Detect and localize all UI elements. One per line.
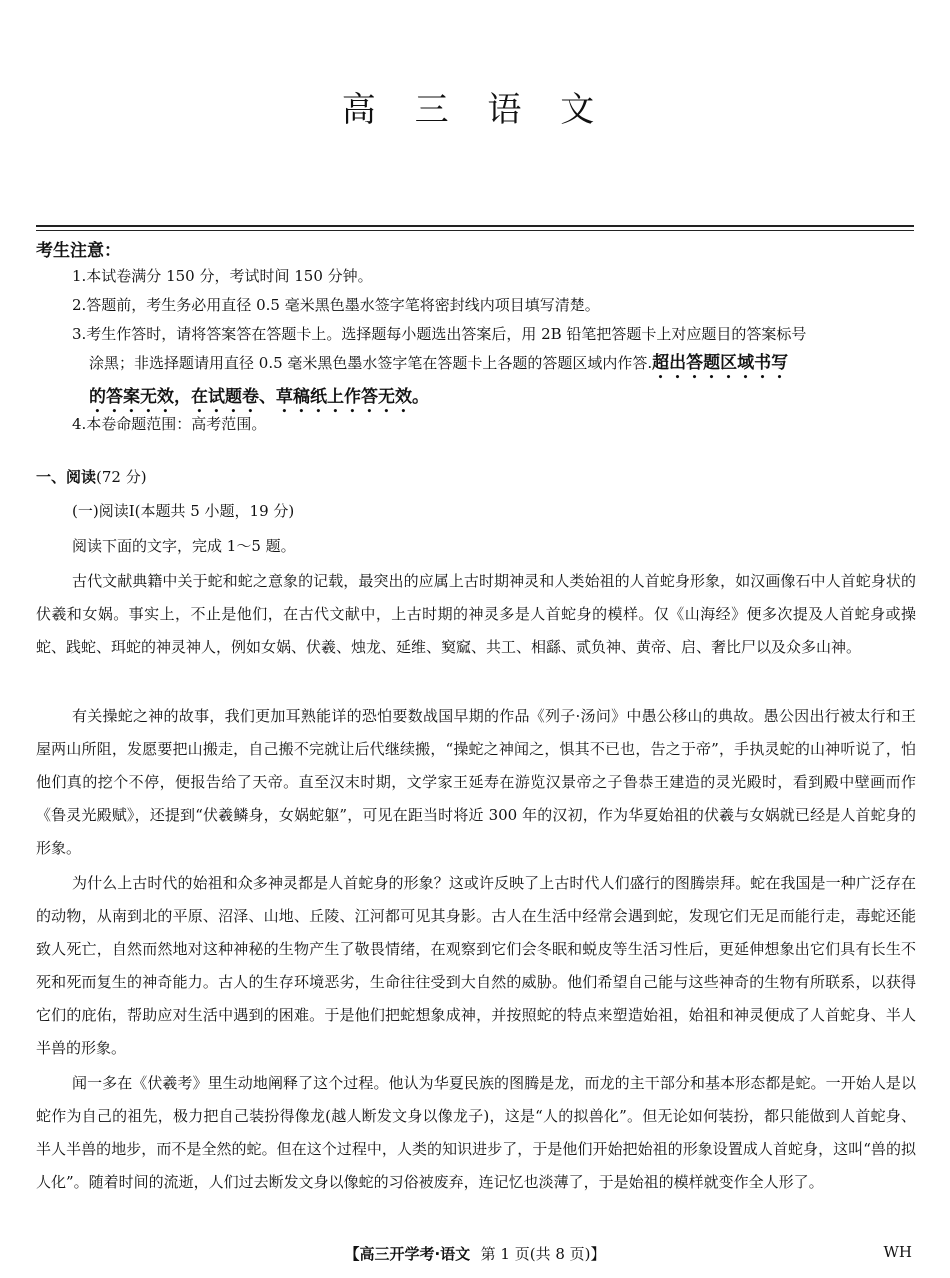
- reading-instruction: 阅读下面的文字，完成 1～5 题。: [72, 537, 296, 555]
- notice-item-2: 2.答题前，考生务必用直径 0.5 毫米黑色墨水签字笔将密封线内项目填写清楚。: [72, 296, 600, 314]
- notice-item-4: 4.本卷命题范围：高考范围。: [72, 415, 267, 433]
- footer-code: WH: [883, 1243, 912, 1261]
- passage-paragraph-4: 闻一多在《伏羲考》里生动地阐释了这个过程。他认为华夏民族的图腾是龙，而龙的主干部分和基本形态都是蛇。一开始人是以蛇作为自己的祖先，极力把自己装扮得像龙(越人断发文身以像龙子)，这是“人的拟兽化”。但无论如何装扮，都只能做到人首蛇身、半人半兽的地步，而不是全然的蛇。但在这个过程中，人类的知识进步了，于是他们开始把始祖的形象设置成人首蛇身，这叫“兽的拟人化”。随着时间的流逝，人们过去断发文身以像蛇的习俗被废弃，连记忆也淡薄了，于是始祖的模样就变作全人形了。: [36, 1074, 916, 1191]
- footer-label: 【高三开学考·语文: [344, 1245, 471, 1263]
- passage-paragraph-1: 古代文献典籍中关于蛇和蛇之意象的记载，最突出的应属上古时期神灵和人类始祖的人首蛇身形象，如汉画像石中人首蛇身状的伏羲和女娲。事实上，不止是他们，在古代文献中，上古时期的神灵多是人首蛇身的模样。仅《山海经》便多次提及人首蛇身或操蛇、践蛇、珥蛇的神灵神人，例如女娲、伏羲、烛龙、延维、窫窳、共工、相繇、贰负神、黄帝、启、奢比尸以及众多山神。: [36, 572, 916, 656]
- warning-emphasis-b: 的答案无效，在试题卷、草稿纸上作答无效。: [89, 387, 429, 407]
- page-title: 高 三 语 文: [341, 90, 609, 130]
- page-footer: [0, 1243, 950, 1264]
- notice-item-3-line2: 涂黑；非选择题请用直径 0.5 毫米黑色墨水签字笔在答题卡上各题的答题区域内作答.超出答题区域书写: [89, 353, 789, 373]
- section-title: 一、阅读: [36, 468, 97, 486]
- notice-item-3-line1: 3.考生作答时，请将答案答在答题卡上。选择题每小题选出答案后，用 2B 铅笔把答题卡上对应题目的答案标号: [72, 325, 807, 343]
- footer-page-number: 第 1 页(共 8 页)】: [480, 1245, 606, 1263]
- section-heading: [36, 466, 147, 487]
- notice-item-3: [72, 320, 917, 417]
- header-rule-thick: [36, 225, 914, 227]
- warning-emphasis-a: 超出答题区域书写: [652, 353, 789, 373]
- notice-item-1: 1.本试卷满分 150 分，考试时间 150 分钟。: [72, 267, 373, 285]
- subsection-heading: (一)阅读Ⅰ(本题共 5 小题，19 分): [72, 502, 295, 520]
- section-score: (72 分): [96, 468, 147, 486]
- header-rule-thin: [36, 230, 914, 231]
- passage-paragraph-3: 为什么上古时代的始祖和众多神灵都是人首蛇身的形象？这或许反映了上古时代人们盛行的图腾崇拜。蛇在我国是一种广泛存在的动物，从南到北的平原、沼泽、山地、丘陵、江河都可见其身影。古人在生活中经常会遇到蛇，发现它们无足而能行走，毒蛇还能致人死亡，自然而然地对这种神秘的生物产生了敬畏情绪，在观察到它们会冬眠和蜕皮等生活习性后，更延伸想象出它们具有长生不死和死而复生的神奇能力。古人的生存环境恶劣，生命往往受到大自然的威胁。他们希望自己能与这些神奇的生物有所联系，以获得它们的庇佑，帮助应对生活中遇到的困难。于是他们把蛇想象成神，并按照蛇的特点来塑造始祖，始祖和神灵便成了人首蛇身、半人半兽的形象。: [36, 874, 916, 1057]
- notice-heading: 考生注意：: [36, 241, 121, 261]
- passage-paragraph-2: 有关操蛇之神的故事，我们更加耳熟能详的恐怕要数战国早期的作品《列子·汤问》中愚公移山的典故。愚公因出行被太行和王屋两山所阻，发愿要把山搬走，自己搬不完就让后代继续搬，“操蛇之神闻之，惧其不已也，告之于帝”，手执灵蛇的山神听说了，怕他们真的挖个不停，便报告给了天帝。直至汉末时期，文学家王延寿在游览汉景帝之子鲁恭王建造的灵光殿时，看到殿中壁画而作《鲁灵光殿赋》，还提到“伏羲鳞身，女娲蛇躯”，可见在距当时将近 300 年的汉初，作为华夏始祖的伏羲与女娲就已经是人首蛇身的形象。: [36, 707, 916, 857]
